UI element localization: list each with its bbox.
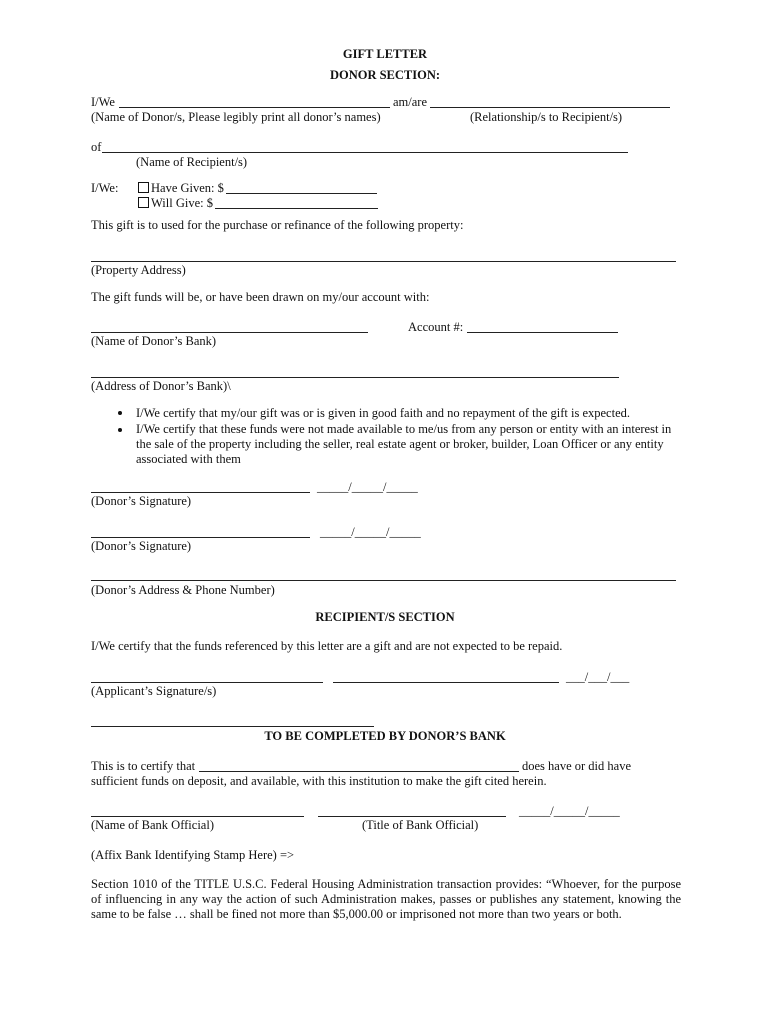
funds-text: The gift funds will be, or have been drawn on my/our account with:	[91, 290, 430, 304]
iwe-gift-label: I/We:	[91, 181, 119, 195]
bank-official-title-field[interactable]	[318, 816, 506, 817]
account-label: Account #:	[408, 320, 464, 334]
donor-signature-field-1[interactable]	[91, 492, 310, 493]
property-address-caption: (Property Address)	[91, 263, 186, 277]
bullet-icon	[118, 411, 122, 415]
bullet-icon	[118, 428, 122, 432]
donor-signature-caption-2: (Donor’s Signature)	[91, 539, 192, 553]
recipient-caption: (Name of Recipient/s)	[136, 155, 248, 169]
donor-bank-address-caption: (Address of Donor’s Bank)\	[91, 379, 231, 393]
have-given-amount-field[interactable]	[226, 193, 377, 194]
donor-bank-name-caption: (Name of Donor’s Bank)	[91, 334, 217, 348]
donor-names-field[interactable]	[119, 107, 390, 108]
bank-official-date[interactable]: _____/_____/_____	[519, 804, 620, 818]
relationship-caption: (Relationship/s to Recipient/s)	[470, 110, 623, 124]
document-title: GIFT LETTER	[342, 47, 428, 61]
donor-signature-date-1[interactable]: _____/_____/_____	[317, 480, 418, 494]
applicant-signature-date[interactable]: ___/___/___	[566, 670, 630, 684]
relationship-field[interactable]	[430, 107, 670, 108]
donor-section-heading: DONOR SECTION:	[329, 68, 441, 82]
bank-certify-suffix: does have or did have	[522, 759, 631, 773]
will-give-checkbox[interactable]	[138, 197, 149, 208]
property-address-field[interactable]	[91, 261, 676, 262]
will-give-amount-field[interactable]	[215, 208, 378, 209]
certification-item-2: I/We certify that these funds were not made available to me/us from any person or entity with an interest in the sale of the property including the seller, real estate agent or broker, builder, Loan Officer or any entity associated with them	[136, 422, 672, 466]
have-given-label: Have Given: $	[151, 181, 224, 195]
purpose-text: This gift is to used for the purchase or refinance of the following property:	[91, 218, 464, 232]
account-number-field[interactable]	[467, 332, 618, 333]
bank-official-name-field[interactable]	[91, 816, 304, 817]
donor-signature-field-2[interactable]	[91, 537, 310, 538]
recipient-certify-text: I/We certify that the funds referenced by this letter are a gift and are not expected to be repaid.	[91, 639, 563, 653]
bank-official-title-caption: (Title of Bank Official)	[362, 818, 479, 832]
donor-address-phone-field[interactable]	[91, 580, 676, 581]
legal-notice: Section 1010 of the TITLE U.S.C. Federal Housing Administration transaction provides: “Whoever, for the purpose of influencing in any way the action of such Administration makes, passes or publishes any statement, knowing the same to be false … shall be fined not more than $5,000.00 or imprisoned not more than two years or both.	[91, 877, 681, 921]
recipient-names-field[interactable]	[102, 152, 628, 153]
applicant-signature-field-2[interactable]	[333, 682, 559, 683]
donor-bank-name-field[interactable]	[91, 332, 368, 333]
donor-signature-caption-1: (Donor’s Signature)	[91, 494, 192, 508]
applicant-signature-field-1[interactable]	[91, 682, 323, 683]
have-given-checkbox[interactable]	[138, 182, 149, 193]
bank-stamp-instruction: (Affix Bank Identifying Stamp Here) =>	[91, 848, 295, 862]
will-give-label: Will Give: $	[151, 196, 213, 210]
donor-bank-address-field[interactable]	[91, 377, 619, 378]
bank-certify-line2: sufficient funds on deposit, and available, with this institution to make the gift cited herein.	[91, 774, 547, 788]
am-are-label: am/are	[393, 95, 428, 109]
donor-signature-date-2[interactable]: _____/_____/_____	[320, 525, 421, 539]
recipient-section-heading: RECIPIENT/S SECTION	[315, 610, 455, 624]
bank-section-divider	[91, 726, 374, 727]
donor-names-caption: (Name of Donor/s, Please legibly print all donor’s names)	[91, 110, 381, 124]
donor-address-caption: (Donor’s Address & Phone Number)	[91, 583, 275, 597]
bank-section-heading: TO BE COMPLETED BY DONOR’S BANK	[264, 729, 506, 743]
of-label: of	[91, 140, 102, 154]
certified-account-holder-field[interactable]	[199, 771, 519, 772]
applicant-signature-caption: (Applicant’s Signature/s)	[91, 684, 217, 698]
iwe-label: I/We	[91, 95, 115, 109]
certification-item-1: I/We certify that my/our gift was or is given in good faith and no repayment of the gift is expected.	[136, 406, 630, 420]
bank-official-name-caption: (Name of Bank Official)	[91, 818, 214, 832]
bank-certify-prefix: This is to certify that	[91, 759, 196, 773]
